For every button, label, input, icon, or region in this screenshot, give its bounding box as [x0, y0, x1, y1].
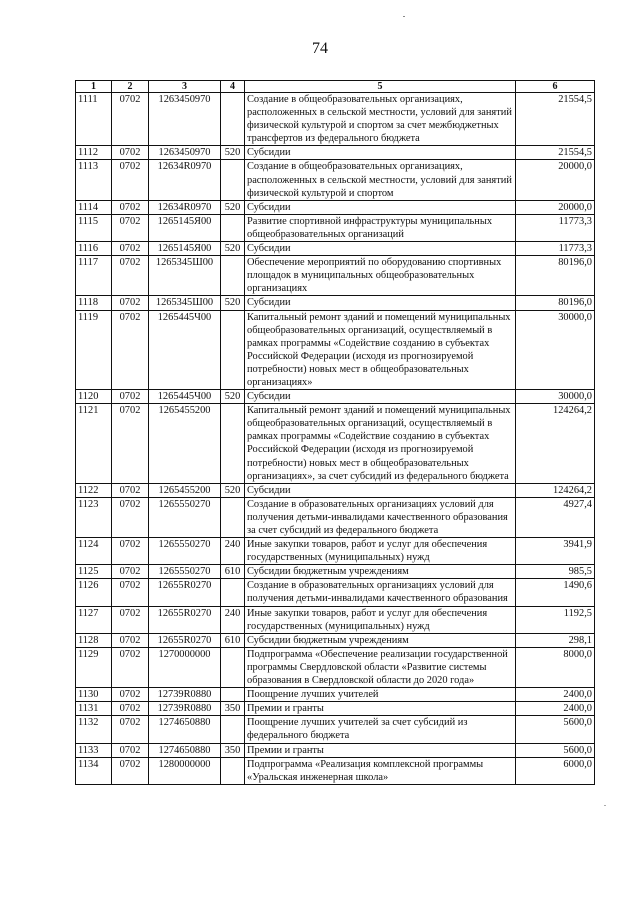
cell-target-code: 12739R0880: [149, 688, 221, 702]
cell-item-name: Иные закупки товаров, работ и услуг для обеспечения государственных (муниципальных) нужд: [245, 606, 516, 633]
cell-item-name: Капитальный ремонт зданий и помещений муниципальных общеобразовательных организаций, осуществляемый в рамках программы «Содействие созданию в субъектах Российской Федерации (исходя из прогнозируемой потребности) новых мест в общеобразовательных организациях»: [245, 310, 516, 390]
cell-section-code: 0702: [112, 497, 149, 537]
cell-row-number: 1113: [76, 160, 112, 200]
cell-expense-type: 520: [221, 296, 245, 310]
cell-target-code: 12634R0970: [149, 160, 221, 200]
cell-amount: 298,1: [516, 633, 595, 647]
cell-target-code: 12739R0880: [149, 702, 221, 716]
cell-section-code: 0702: [112, 93, 149, 146]
table-row: [76, 716, 595, 743]
cell-section-code: 0702: [112, 716, 149, 743]
cell-row-number: 1127: [76, 606, 112, 633]
cell-expense-type: [221, 647, 245, 687]
cell-row-number: 1132: [76, 716, 112, 743]
cell-item-name: Субсидии бюджетным учреждениям: [245, 565, 516, 579]
cell-item-name: Создание в образовательных организациях условий для получения детьми-инвалидами качественного образования: [245, 579, 516, 606]
header-col-4: 4: [221, 81, 245, 93]
cell-row-number: 1130: [76, 688, 112, 702]
scan-speck: [604, 805, 606, 806]
cell-expense-type: [221, 757, 245, 784]
cell-target-code: 12655R0270: [149, 606, 221, 633]
scan-speck: [403, 16, 405, 17]
cell-section-code: 0702: [112, 390, 149, 404]
table-header-row: [76, 81, 595, 93]
table-body: [76, 93, 595, 785]
cell-amount: 124264,2: [516, 483, 595, 497]
cell-item-name: Создание в образовательных организациях условий для получения детьми-инвалидами качественного образования за счет субсидий из федерального бюджета: [245, 497, 516, 537]
cell-target-code: 12655R0270: [149, 579, 221, 606]
cell-item-name: Подпрограмма «Реализация комплексной программы «Уральская инженерная школа»: [245, 757, 516, 784]
cell-row-number: 1125: [76, 565, 112, 579]
cell-amount: 30000,0: [516, 310, 595, 390]
cell-item-name: Субсидии: [245, 390, 516, 404]
table-row: [76, 93, 595, 146]
cell-amount: 985,5: [516, 565, 595, 579]
cell-item-name: Капитальный ремонт зданий и помещений муниципальных общеобразовательных организаций, осуществляемый в рамках программы «Содействие созданию в субъектах Российской Федерации (исходя из прогнозируемой потребности) новых мест в общеобразовательных организациях», за счет субсидий из федерального бюджета: [245, 404, 516, 484]
header-col-5: 5: [245, 81, 516, 93]
cell-row-number: 1133: [76, 743, 112, 757]
cell-amount: 5600,0: [516, 743, 595, 757]
table-row: [76, 256, 595, 296]
cell-amount: 80196,0: [516, 296, 595, 310]
cell-item-name: Субсидии бюджетным учреждениям: [245, 633, 516, 647]
cell-amount: 2400,0: [516, 688, 595, 702]
cell-amount: 3941,9: [516, 538, 595, 565]
cell-row-number: 1120: [76, 390, 112, 404]
cell-target-code: 1265550270: [149, 565, 221, 579]
cell-row-number: 1114: [76, 200, 112, 214]
table-row: [76, 160, 595, 200]
cell-row-number: 1112: [76, 146, 112, 160]
cell-amount: 6000,0: [516, 757, 595, 784]
cell-target-code: 1263450970: [149, 146, 221, 160]
cell-item-name: Поощрение лучших учителей: [245, 688, 516, 702]
cell-target-code: 1265345Ш00: [149, 296, 221, 310]
cell-item-name: Создание в общеобразовательных организациях, расположенных в сельской местности, условий для занятий физической культурой и спортом за счет межбюджетных трансфертов из федерального бюджета: [245, 93, 516, 146]
cell-expense-type: [221, 579, 245, 606]
cell-amount: 2400,0: [516, 702, 595, 716]
table-row: [76, 497, 595, 537]
table-row: [76, 743, 595, 757]
cell-section-code: 0702: [112, 606, 149, 633]
cell-section-code: 0702: [112, 647, 149, 687]
cell-row-number: 1131: [76, 702, 112, 716]
cell-expense-type: [221, 497, 245, 537]
cell-row-number: 1118: [76, 296, 112, 310]
header-col-3: 3: [149, 81, 221, 93]
cell-target-code: 1274650880: [149, 716, 221, 743]
header-col-6: 6: [516, 81, 595, 93]
cell-row-number: 1117: [76, 256, 112, 296]
table-row: [76, 200, 595, 214]
table-row: [76, 757, 595, 784]
cell-item-name: Субсидии: [245, 483, 516, 497]
cell-row-number: 1121: [76, 404, 112, 484]
cell-section-code: 0702: [112, 633, 149, 647]
cell-row-number: 1116: [76, 242, 112, 256]
cell-expense-type: 350: [221, 702, 245, 716]
cell-amount: 20000,0: [516, 160, 595, 200]
cell-row-number: 1124: [76, 538, 112, 565]
cell-target-code: 1263450970: [149, 93, 221, 146]
cell-expense-type: [221, 404, 245, 484]
cell-amount: 30000,0: [516, 390, 595, 404]
cell-target-code: 1270000000: [149, 647, 221, 687]
cell-section-code: 0702: [112, 160, 149, 200]
cell-target-code: 1265145Я00: [149, 214, 221, 241]
cell-amount: 124264,2: [516, 404, 595, 484]
header-col-1: 1: [76, 81, 112, 93]
cell-row-number: 1123: [76, 497, 112, 537]
cell-expense-type: 520: [221, 200, 245, 214]
table-row: [76, 390, 595, 404]
cell-target-code: 1274650880: [149, 743, 221, 757]
cell-target-code: 1265145Я00: [149, 242, 221, 256]
cell-expense-type: [221, 93, 245, 146]
cell-item-name: Субсидии: [245, 146, 516, 160]
cell-item-name: Поощрение лучших учителей за счет субсидий из федерального бюджета: [245, 716, 516, 743]
table-row: [76, 296, 595, 310]
table-row: [76, 565, 595, 579]
table-row: [76, 606, 595, 633]
cell-section-code: 0702: [112, 146, 149, 160]
cell-amount: 11773,3: [516, 214, 595, 241]
cell-target-code: 1265445Ч00: [149, 390, 221, 404]
cell-expense-type: 520: [221, 242, 245, 256]
table-row: [76, 146, 595, 160]
table-row: [76, 483, 595, 497]
cell-amount: 4927,4: [516, 497, 595, 537]
table-row: [76, 647, 595, 687]
cell-item-name: Иные закупки товаров, работ и услуг для обеспечения государственных (муниципальных) нужд: [245, 538, 516, 565]
cell-amount: 1490,6: [516, 579, 595, 606]
cell-target-code: 1265455200: [149, 404, 221, 484]
cell-expense-type: 520: [221, 146, 245, 160]
cell-section-code: 0702: [112, 404, 149, 484]
table-row: [76, 579, 595, 606]
cell-expense-type: 610: [221, 633, 245, 647]
cell-row-number: 1115: [76, 214, 112, 241]
cell-amount: 20000,0: [516, 200, 595, 214]
cell-section-code: 0702: [112, 200, 149, 214]
cell-amount: 21554,5: [516, 146, 595, 160]
cell-amount: 8000,0: [516, 647, 595, 687]
cell-target-code: 1265550270: [149, 538, 221, 565]
cell-item-name: Создание в общеобразовательных организациях, расположенных в сельской местности, условий для занятий физической культурой и спортом: [245, 160, 516, 200]
cell-amount: 1192,5: [516, 606, 595, 633]
cell-target-code: 1265455200: [149, 483, 221, 497]
cell-section-code: 0702: [112, 296, 149, 310]
cell-section-code: 0702: [112, 688, 149, 702]
header-col-2: 2: [112, 81, 149, 93]
cell-section-code: 0702: [112, 214, 149, 241]
cell-row-number: 1128: [76, 633, 112, 647]
table-row: [76, 633, 595, 647]
cell-target-code: 1265445Ч00: [149, 310, 221, 390]
cell-item-name: Субсидии: [245, 200, 516, 214]
cell-expense-type: [221, 160, 245, 200]
cell-amount: 21554,5: [516, 93, 595, 146]
cell-item-name: Субсидии: [245, 296, 516, 310]
cell-expense-type: [221, 256, 245, 296]
cell-amount: 5600,0: [516, 716, 595, 743]
cell-section-code: 0702: [112, 256, 149, 296]
cell-expense-type: 610: [221, 565, 245, 579]
cell-amount: 80196,0: [516, 256, 595, 296]
table-row: [76, 404, 595, 484]
cell-target-code: 1265550270: [149, 497, 221, 537]
cell-target-code: 12634R0970: [149, 200, 221, 214]
cell-expense-type: 240: [221, 538, 245, 565]
cell-expense-type: [221, 214, 245, 241]
cell-section-code: 0702: [112, 565, 149, 579]
table-row: [76, 242, 595, 256]
cell-expense-type: 520: [221, 483, 245, 497]
table-row: [76, 702, 595, 716]
cell-item-name: Развитие спортивной инфраструктуры муниципальных общеобразовательных организаций: [245, 214, 516, 241]
table-row: [76, 214, 595, 241]
cell-expense-type: 350: [221, 743, 245, 757]
cell-row-number: 1119: [76, 310, 112, 390]
page-number: 74: [312, 40, 328, 57]
cell-section-code: 0702: [112, 702, 149, 716]
cell-item-name: Субсидии: [245, 242, 516, 256]
cell-row-number: 1129: [76, 647, 112, 687]
cell-section-code: 0702: [112, 579, 149, 606]
cell-expense-type: [221, 688, 245, 702]
cell-expense-type: [221, 716, 245, 743]
cell-amount: 11773,3: [516, 242, 595, 256]
cell-section-code: 0702: [112, 483, 149, 497]
cell-section-code: 0702: [112, 310, 149, 390]
cell-item-name: Обеспечение мероприятий по оборудованию спортивных площадок в муниципальных общеобразовательных организациях: [245, 256, 516, 296]
cell-section-code: 0702: [112, 538, 149, 565]
cell-target-code: 1280000000: [149, 757, 221, 784]
cell-section-code: 0702: [112, 743, 149, 757]
cell-target-code: 1265345Ш00: [149, 256, 221, 296]
cell-expense-type: 240: [221, 606, 245, 633]
cell-expense-type: 520: [221, 390, 245, 404]
cell-target-code: 12655R0270: [149, 633, 221, 647]
cell-expense-type: [221, 310, 245, 390]
table-row: [76, 310, 595, 390]
cell-row-number: 1126: [76, 579, 112, 606]
cell-row-number: 1122: [76, 483, 112, 497]
table-row: [76, 688, 595, 702]
cell-item-name: Премии и гранты: [245, 743, 516, 757]
cell-section-code: 0702: [112, 242, 149, 256]
cell-row-number: 1134: [76, 757, 112, 784]
cell-item-name: Подпрограмма «Обеспечение реализации государственной программы Свердловской области «Развитие системы образования в Свердловской области до 2020 года»: [245, 647, 516, 687]
cell-section-code: 0702: [112, 757, 149, 784]
cell-row-number: 1111: [76, 93, 112, 146]
table-row: [76, 538, 595, 565]
budget-table: [75, 80, 595, 785]
cell-item-name: Премии и гранты: [245, 702, 516, 716]
